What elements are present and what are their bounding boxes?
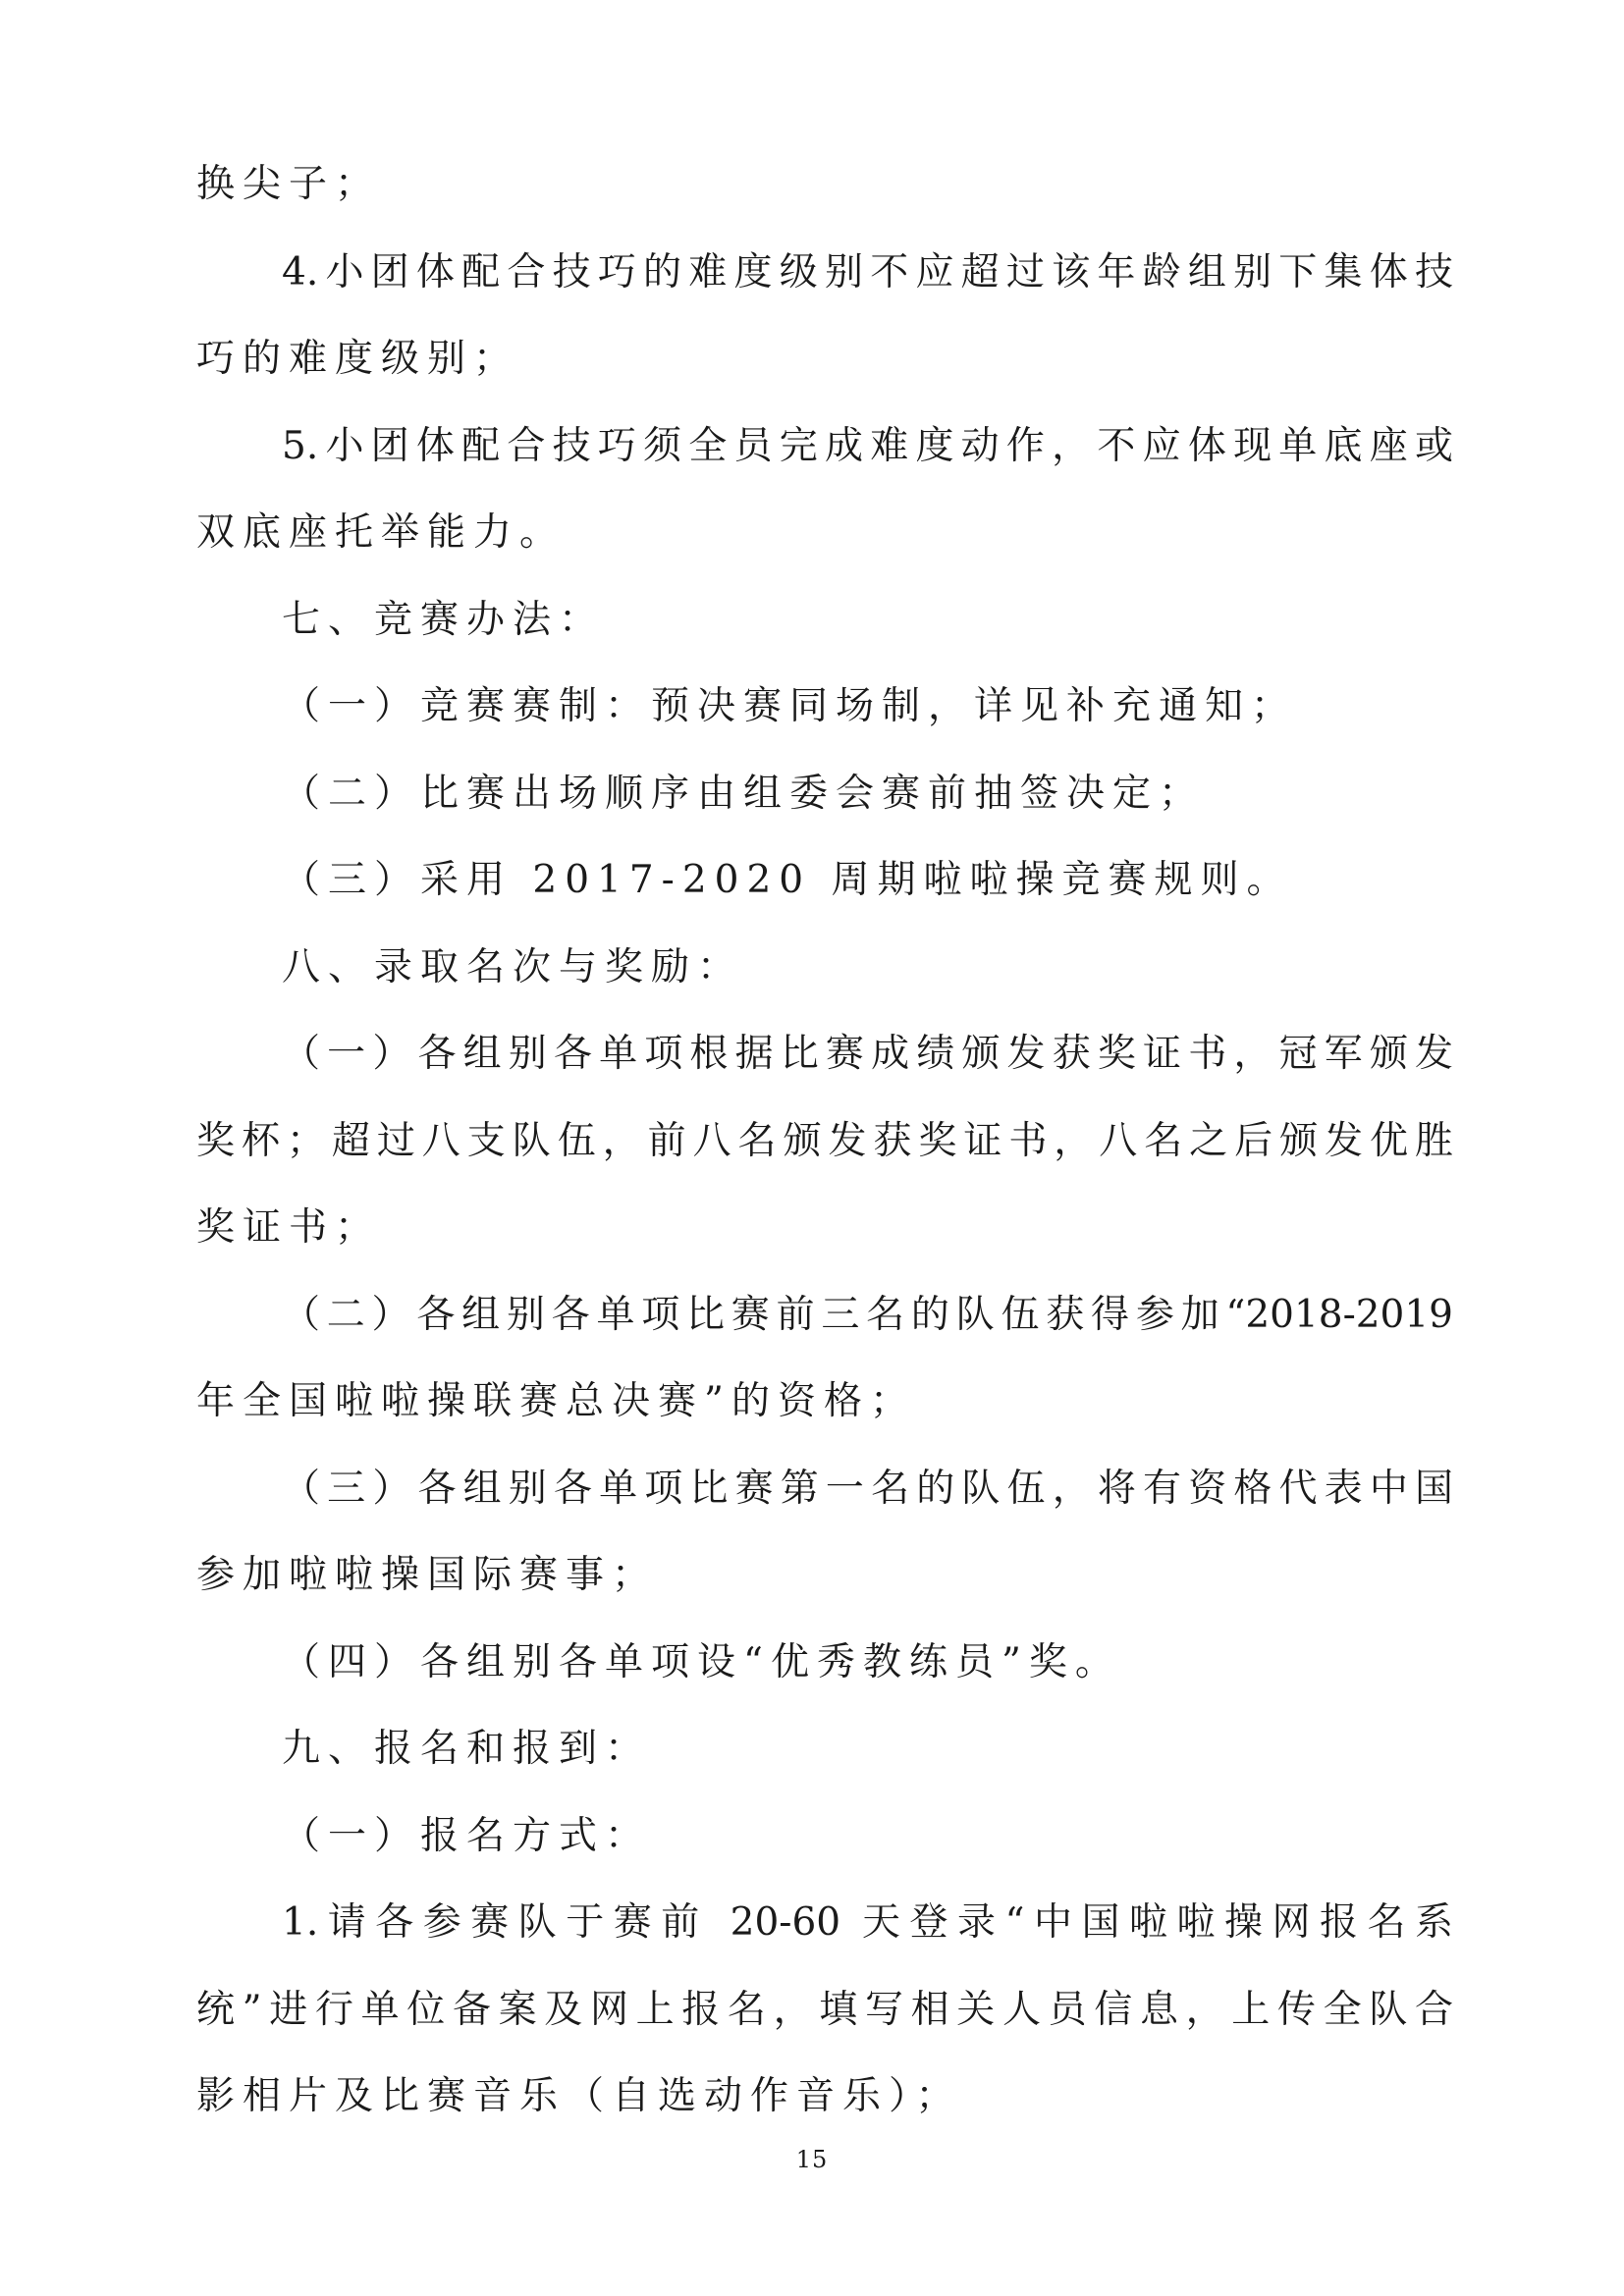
section-heading: 八、录取名次与奖励： xyxy=(282,945,744,989)
section-heading: 九、报名和报到： xyxy=(282,1727,652,1771)
text-line: （一）各组别各单项根据比赛成绩颁发获奖证书，冠军颁发 xyxy=(282,1032,1453,1076)
page-number: 15 xyxy=(795,2146,829,2173)
text-line: （四）各组别各单项设“优秀教练员”奖。 xyxy=(282,1640,1121,1684)
text-line: （一）报名方式： xyxy=(282,1814,652,1858)
text-line: 影相片及比赛音乐（自选动作音乐）； xyxy=(196,2074,962,2118)
text-line: 换尖子； xyxy=(196,162,382,206)
text-line: 统”进行单位备案及网上报名，填写相关人员信息，上传全队合 xyxy=(196,1988,1453,2032)
text-line: （二）比赛出场顺序由组委会赛前抽签决定； xyxy=(282,772,1206,816)
text-line: 4.小团体配合技巧的难度级别不应超过该年龄组别下集体技 xyxy=(282,250,1453,294)
text-line: 巧的难度级别； xyxy=(196,337,520,381)
text-line: 5.小团体配合技巧须全员完成难度动作，不应体现单底座或 xyxy=(282,424,1453,468)
text-line: 参加啦啦操国际赛事； xyxy=(196,1553,659,1597)
text-line: （二）各组别各单项比赛前三名的队伍获得参加“2018-2019 xyxy=(282,1293,1453,1337)
text-line: 奖杯；超过八支队伍，前八名颁发获奖证书，八名之后颁发优胜 xyxy=(196,1119,1453,1163)
text-line: 1.请各参赛队于赛前 20-60 天登录“中国啦啦操网报名系 xyxy=(282,1900,1453,1945)
text-line: （一）竞赛赛制：预决赛同场制，详见补充通知； xyxy=(282,684,1298,728)
text-line: 奖证书； xyxy=(196,1205,382,1250)
text-line: 年全国啦啦操联赛总决赛”的资格； xyxy=(196,1379,916,1423)
text-line: （三）各组别各单项比赛第一名的队伍，将有资格代表中国 xyxy=(282,1467,1453,1511)
text-line: 双底座托举能力。 xyxy=(196,510,567,555)
section-heading: 七、竞赛办法： xyxy=(282,598,606,642)
text-line: （三）采用 2017-2020 周期啦啦操竞赛规则。 xyxy=(282,858,1293,902)
